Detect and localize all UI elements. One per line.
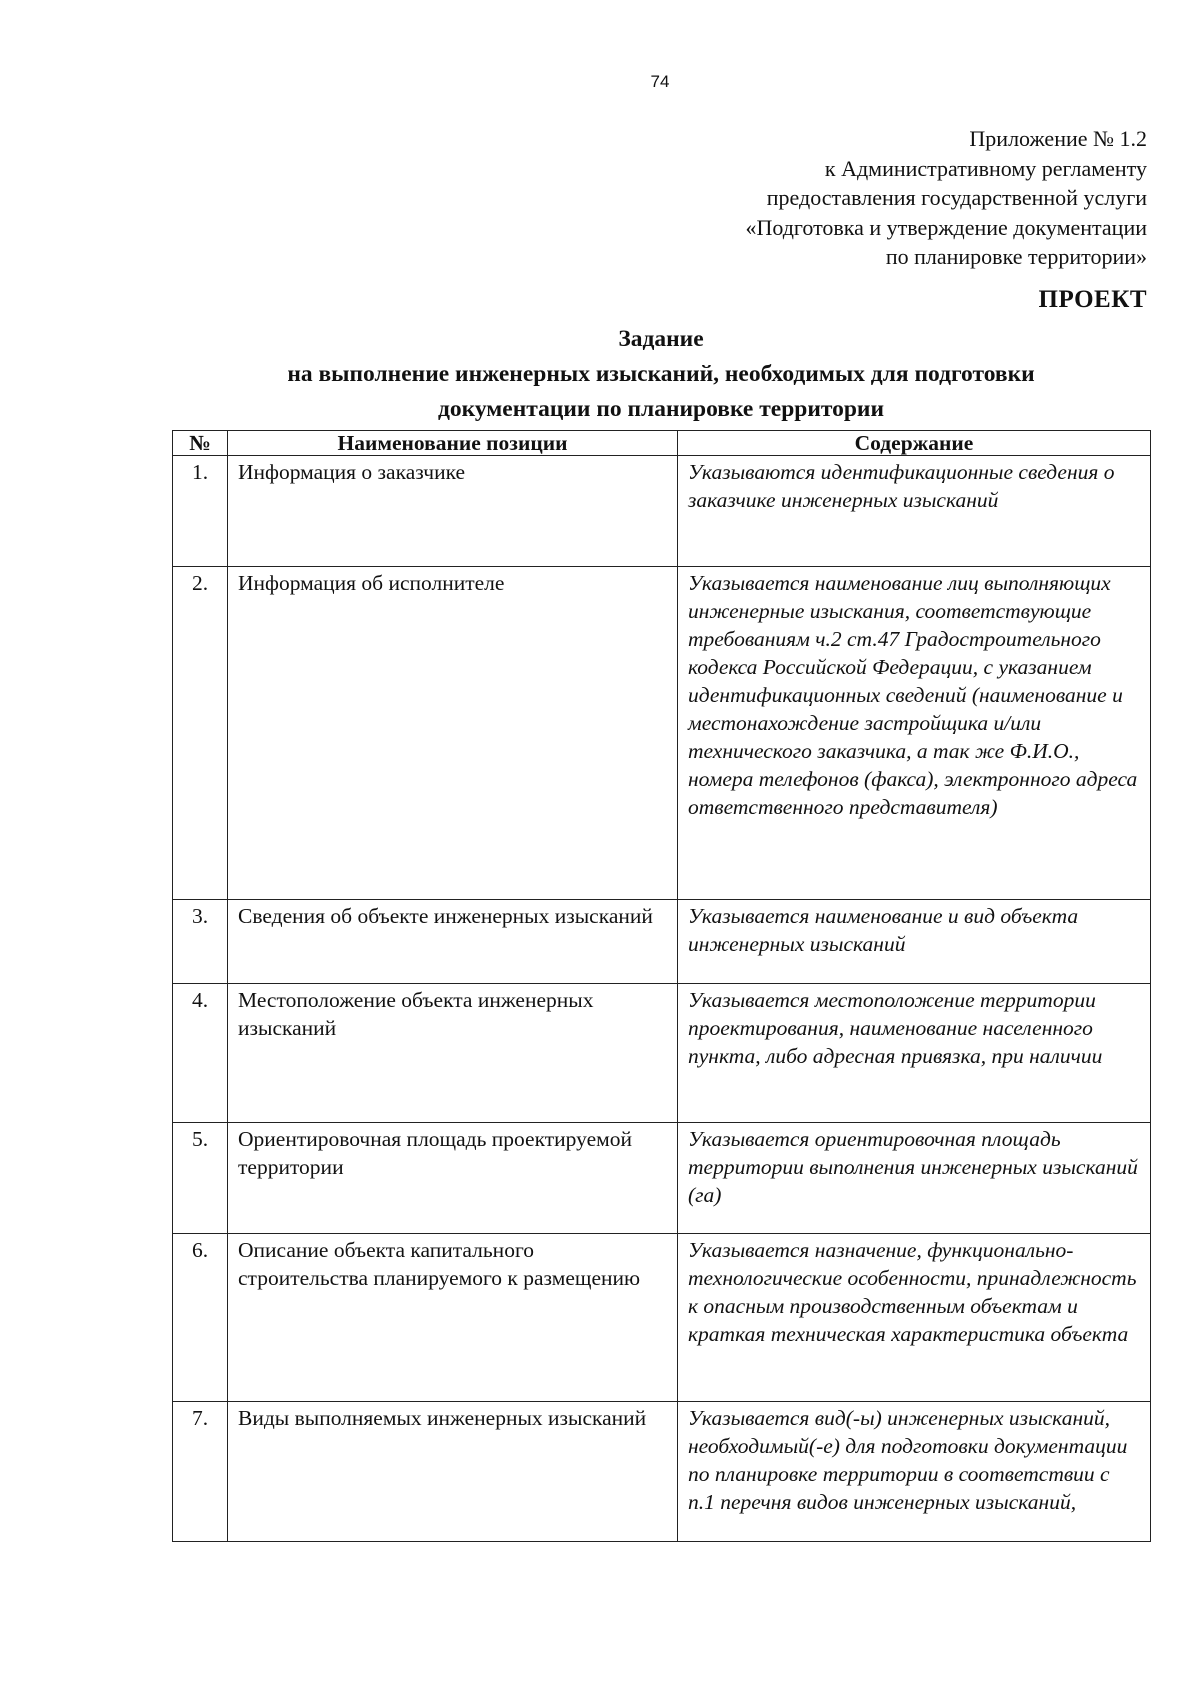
row-position: Информация о заказчике <box>228 456 678 567</box>
row-number: 2. <box>173 567 228 900</box>
title-line: Задание <box>618 326 704 352</box>
table-header-row <box>173 431 1151 456</box>
row-content: Указываются идентификационные сведения о заказчике инженерных изысканий <box>678 456 1151 567</box>
row-position: Ориентировочная площадь проектируемой территории <box>228 1123 678 1234</box>
row-number: 1. <box>173 456 228 567</box>
header-content: Содержание <box>678 431 1151 456</box>
table-row <box>173 1123 1151 1234</box>
row-number: 4. <box>173 984 228 1123</box>
appendix-header <box>507 124 1147 272</box>
row-number: 5. <box>173 1123 228 1234</box>
appendix-line: «Подготовка и утверждение документации <box>745 214 1147 240</box>
row-position: Информация об исполнителе <box>228 567 678 900</box>
header-number: № <box>173 431 228 456</box>
header-position: Наименование позиции <box>228 431 678 456</box>
table-row <box>173 1402 1151 1542</box>
table-row <box>173 900 1151 984</box>
table-row <box>173 1234 1151 1402</box>
row-position: Сведения об объекте инженерных изысканий <box>228 900 678 984</box>
title-line: документации по планировке территории <box>437 396 885 422</box>
requirements-table <box>172 430 1151 1542</box>
row-number: 7. <box>173 1402 228 1542</box>
row-content: Указывается ориентировочная площадь территории выполнения инженерных изысканий (га) <box>678 1123 1151 1234</box>
appendix-line: Приложение № 1.2 <box>969 126 1147 151</box>
row-content: Указывается наименование лиц выполняющих инженерные изыскания, соответствующие требованиям ч.2 ст.47 Градостроительного кодекса Российской Федерации, с указанием идентификационных сведений (наименование и местонахождение застройщика и/или технического заказчика, а так же Ф.И.О., номера телефонов (факса), электронного адреса ответственного представителя) <box>678 567 1151 900</box>
row-position: Виды выполняемых инженерных изысканий <box>228 1402 678 1542</box>
page-number: 74 <box>650 72 670 91</box>
row-content: Указывается вид(-ы) инженерных изысканий, необходимый(-е) для подготовки документации по планировке территории в соответствии с п.1 перечня видов инженерных изысканий, <box>678 1402 1151 1542</box>
appendix-line: по планировке территории» <box>885 244 1147 269</box>
row-content: Указывается местоположение территории проектирования, наименование населенного пункта, либо адресная привязка, при наличии <box>678 984 1151 1123</box>
document-title <box>172 322 1150 427</box>
table-row <box>173 984 1151 1123</box>
appendix-line: к Административному регламенту <box>824 155 1147 181</box>
title-line: на выполнение инженерных изысканий, необходимых для подготовки <box>287 361 1035 387</box>
table-row <box>173 567 1151 900</box>
row-position: Описание объекта капитального строительства планируемого к размещению <box>228 1234 678 1402</box>
row-number: 3. <box>173 900 228 984</box>
appendix-line: предоставления государственной услуги <box>766 185 1147 210</box>
draft-stamp: ПРОЕКТ <box>1038 286 1147 313</box>
row-content: Указывается назначение, функционально-технологические особенности, принадлежность к опасным производственным объектам и краткая техническая характеристика объекта <box>678 1234 1151 1402</box>
row-content: Указывается наименование и вид объекта инженерных изысканий <box>678 900 1151 984</box>
row-position: Местоположение объекта инженерных изысканий <box>228 984 678 1123</box>
row-number: 6. <box>173 1234 228 1402</box>
table-row <box>173 456 1151 567</box>
